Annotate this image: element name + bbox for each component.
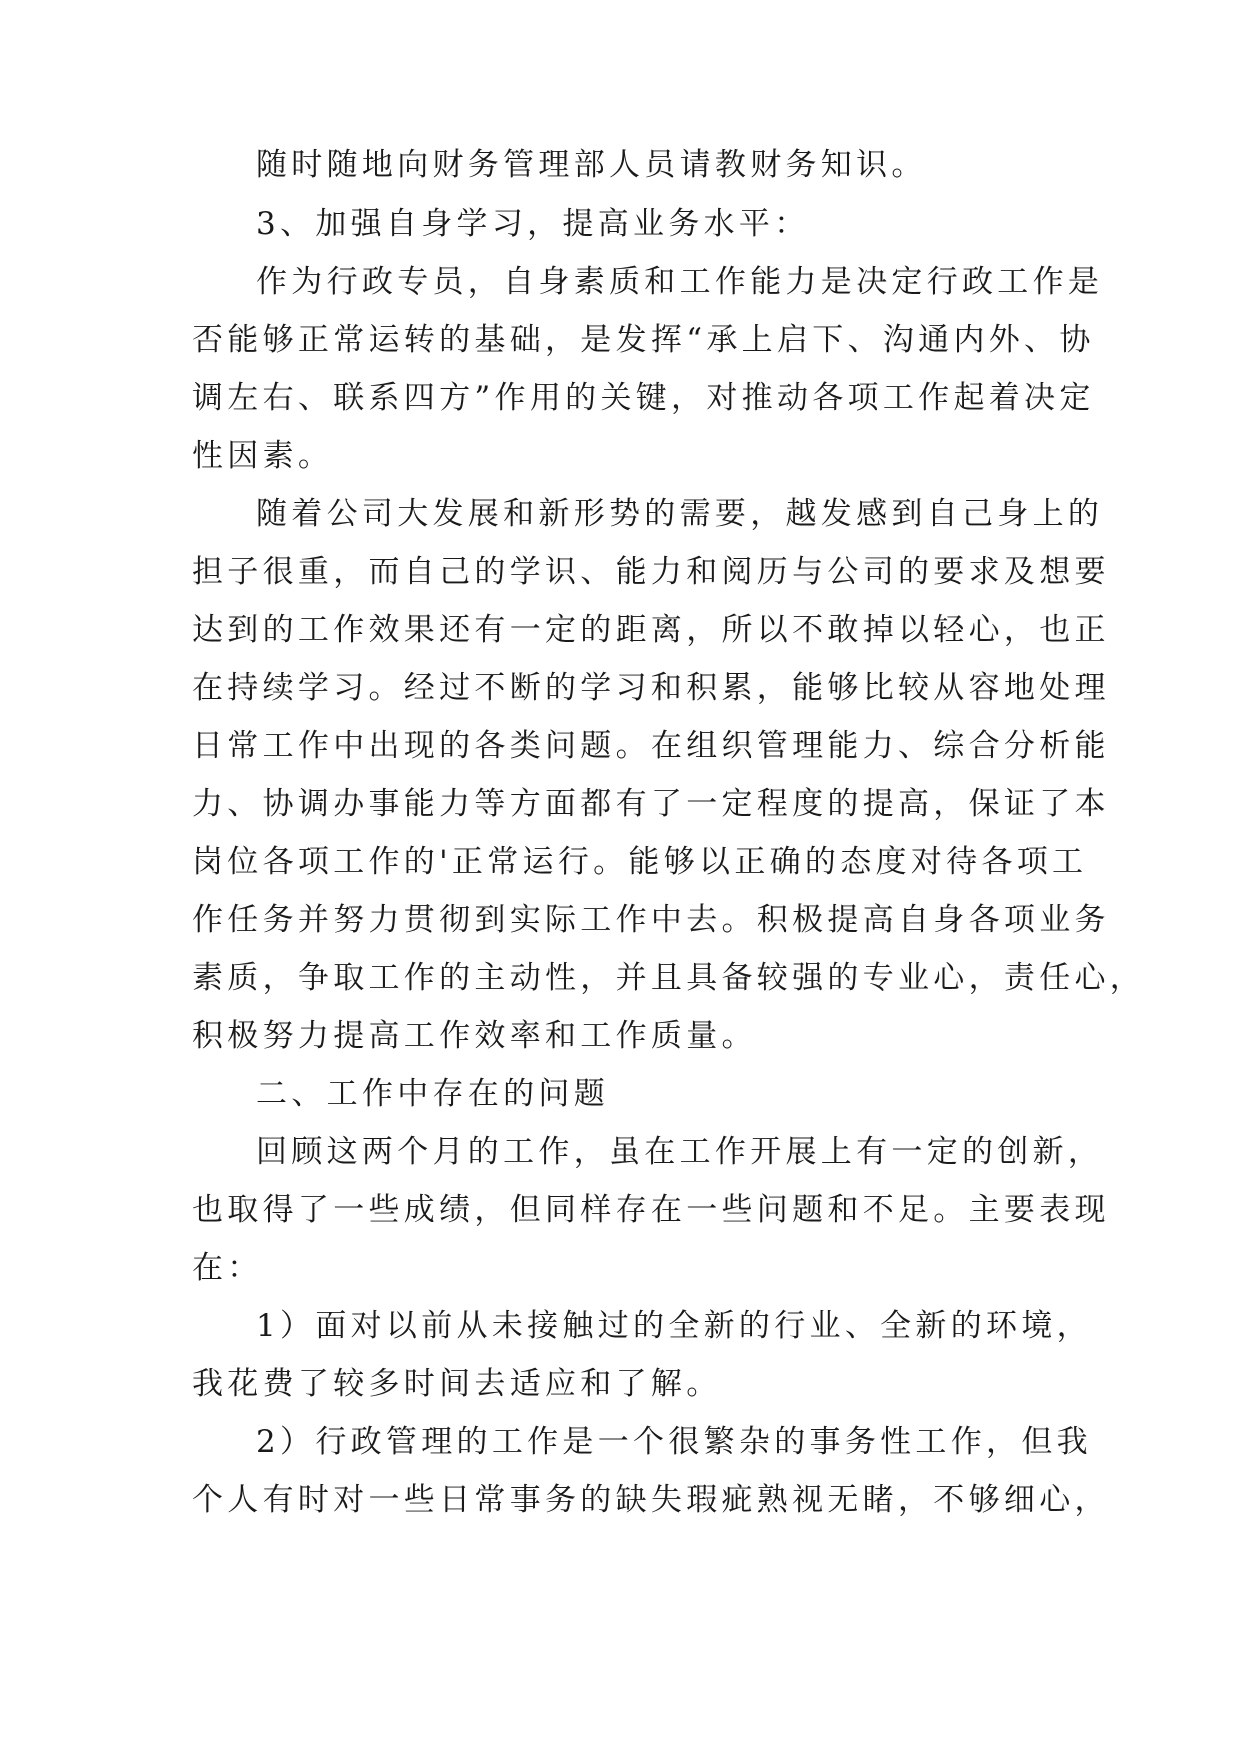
text-line: 日常工作中出现的各类问题。在组织管理能力、综合分析能 <box>192 728 1110 764</box>
text-line: 随着公司大发展和新形势的需要，越发感到自己身上的 <box>256 496 1104 532</box>
section-heading: 二、工作中存在的问题 <box>256 1076 609 1112</box>
section-heading: 3、加强自身学习，提高业务水平： <box>256 206 810 242</box>
text-line: 作为行政专员，自身素质和工作能力是决定行政工作是 <box>256 264 1104 300</box>
text-line: 也取得了一些成绩，但同样存在一些问题和不足。主要表现 <box>192 1192 1110 1228</box>
text-line: 我花费了较多时间去适应和了解。 <box>192 1366 722 1402</box>
text-line: 岗位各项工作的'正常运行。能够以正确的态度对待各项工 <box>192 844 1088 880</box>
text-line: 调左右、联系四方”作用的关键，对推动各项工作起着决定 <box>192 380 1095 416</box>
text-line: 在持续学习。经过不断的学习和积累，能够比较从容地处理 <box>192 670 1110 706</box>
text-line: 担子很重，而自己的学识、能力和阅历与公司的要求及想要 <box>192 554 1110 590</box>
text-line: 作任务并努力贯彻到实际工作中去。积极提高自身各项业务 <box>192 902 1110 938</box>
text-line: 随时随地向财务管理部人员请教财务知识。 <box>256 147 927 183</box>
text-line: 在： <box>192 1250 263 1286</box>
text-line: 性因素。 <box>192 438 334 474</box>
text-line: 积极努力提高工作效率和工作质量。 <box>192 1018 757 1054</box>
text-line: 2）行政管理的工作是一个很繁杂的事务性工作，但我 <box>256 1424 1092 1460</box>
text-line: 个人有时对一些日常事务的缺失瑕疵熟视无睹，不够细心， <box>192 1482 1110 1518</box>
text-line: 否能够正常运转的基础，是发挥“承上启下、沟通内外、协 <box>192 322 1095 358</box>
text-line: 力、协调办事能力等方面都有了一定程度的提高，保证了本 <box>192 786 1110 822</box>
text-line: 回顾这两个月的工作，虽在工作开展上有一定的创新， <box>256 1134 1104 1170</box>
text-line: 素质，争取工作的主动性，并且具备较强的专业心，责任心， <box>192 960 1146 996</box>
text-line: 1）面对以前从未接触过的全新的行业、全新的环境， <box>256 1308 1092 1344</box>
text-line: 达到的工作效果还有一定的距离，所以不敢掉以轻心，也正 <box>192 612 1110 648</box>
